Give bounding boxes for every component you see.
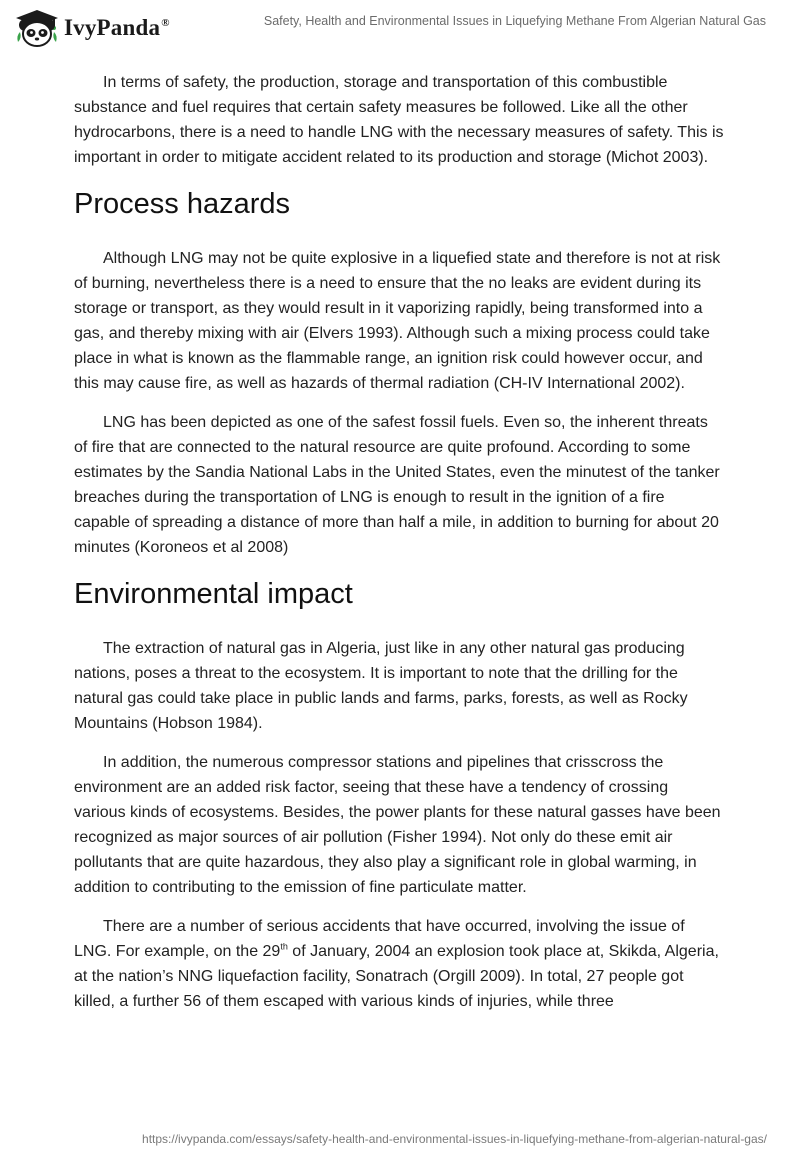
heading-process-hazards: Process hazards	[74, 188, 290, 220]
heading-environmental-impact: Environmental impact	[74, 578, 353, 610]
paragraph-accidents	[74, 914, 724, 1014]
paragraph-leaks: Although LNG may not be quite explosive in a liquefied state and therefore is not at risk of burning, nevertheless there is a need to ensure that the no leaks are evident during its storage or transport, as they would result in it vaporizing rapidly, being transformed into a gas, and thereby mixing with air (Elvers 1993). Although such a mixing process could take place in what is known as the flammable range, an ignition risk could however occur, and this may cause fire, as well as hazards of thermal radiation (CH-IV International 2002).	[74, 250, 721, 392]
paragraph-safety-intro: In terms of safety, the production, storage and transportation of this combustible substance and fuel requires that certain safety measures be followed. Like all the other hydrocarbons, there is a need to handle LNG with the necessary measures of safety. This is important in order to mitigate accident related to its production and storage (Michot 2003).	[74, 74, 724, 166]
source-url[interactable]: https://ivypanda.com/essays/safety-health-and-environmental-issues-in-liquefying-methane-from-algerian-natural-gas/	[142, 1132, 767, 1146]
document-title: Safety, Health and Environmental Issues in Liquefying Methane From Algerian Natural Gas	[263, 14, 766, 28]
brand-name: IvyPanda®	[64, 15, 170, 40]
paragraph-fire-threats: LNG has been depicted as one of the safest fossil fuels. Even so, the inherent threats of fire that are connected to the natural resource are quite profound. According to some estimates by the Sandia National Labs in the United States, even the minutest of the tanker breaches during the transportation of LNG is enough to result in the ignition of a fire capable of spreading a distance of more than half a mile, in addition to burning for about 20 minutes (Koroneos et al 2008)	[74, 414, 720, 556]
accidents-text-start: There are a number of serious accidents that have occurred, involving the issue of LNG. For example, on the 29	[74, 918, 685, 960]
accidents-text-end: of January, 2004 an explosion took place at, Skikda, Algeria, at the nation’s NNG liquefaction facility, Sonatrach (Orgill 2009). In total, 27 people got killed, a further 56 of them escaped with various kinds of injuries, while three	[74, 943, 719, 1010]
paragraph-extraction: The extraction of natural gas in Algeria, just like in any other natural gas producing nations, poses a threat to the ecosystem. It is important to note that the drilling for the natural gas could take place in public lands and farms, parks, forests, as well as Rocky Mountains (Hobson 1984).	[74, 640, 688, 732]
registered-mark: ®	[161, 17, 170, 30]
panda-graduate-icon	[14, 8, 60, 48]
paragraph-compressor-stations: In addition, the numerous compressor stations and pipelines that crisscross the environment are an added risk factor, seeing that these have a tendency of crossing various kinds of ecosystems. Besides, the power plants for these natural gasses have been recognized as major sources of air pollution (Fisher 1994). Not only do these emit air pollutants that are quite hazardous, they also play a significant role in global warming, in addition to contributing to the emission of fine particulate matter.	[74, 754, 721, 896]
ivypanda-logo[interactable]	[14, 8, 170, 48]
ordinal-superscript: th	[280, 941, 288, 952]
essay-content	[74, 70, 724, 1028]
page-header	[0, 0, 800, 60]
